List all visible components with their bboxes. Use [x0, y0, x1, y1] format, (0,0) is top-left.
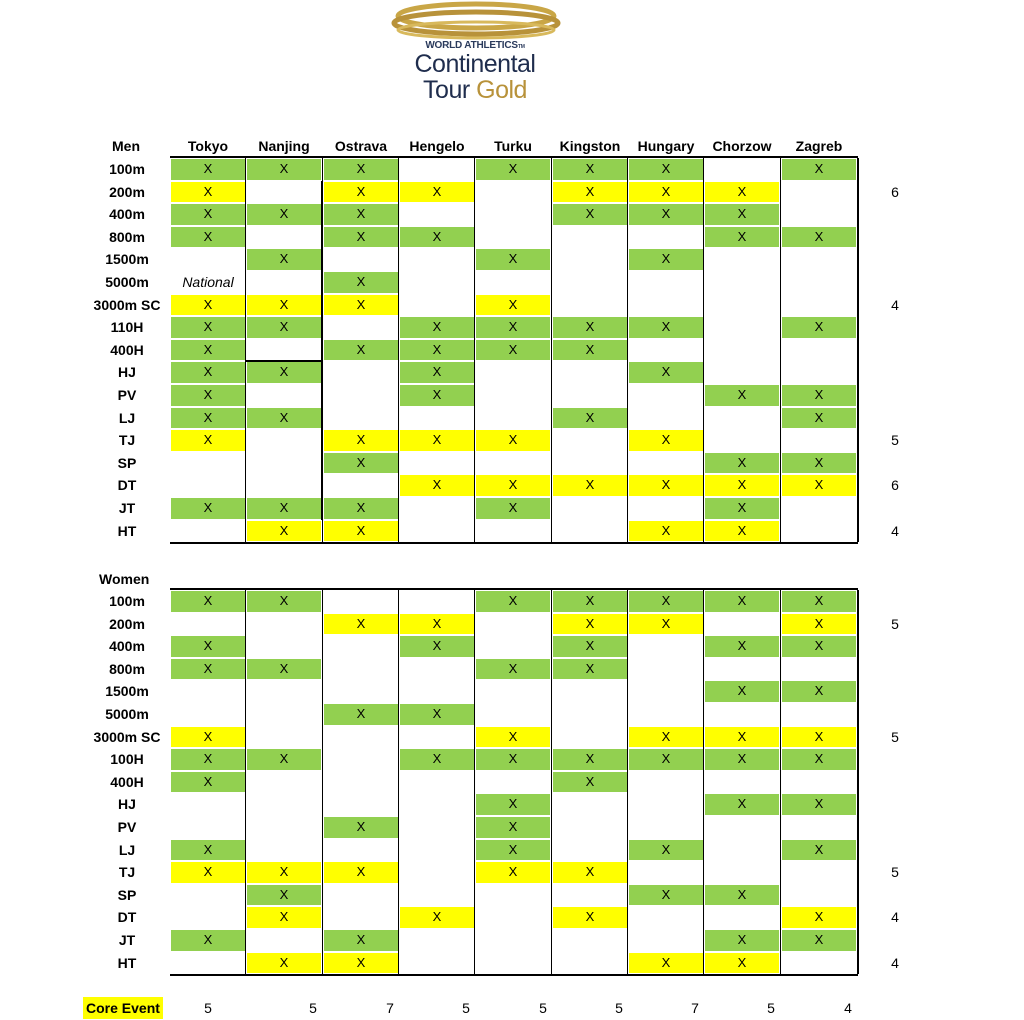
core-count: 5	[891, 615, 899, 632]
event-label: 400m	[109, 206, 145, 223]
column-divider	[780, 590, 781, 974]
event-cell: X	[782, 385, 856, 406]
event-cell: X	[629, 885, 703, 906]
event-cell: X	[171, 862, 245, 883]
logo-continental: Continental	[414, 50, 536, 78]
event-label: 200m	[109, 615, 145, 632]
event-label: TJ	[118, 432, 136, 449]
event-cell: X	[247, 249, 321, 270]
event-cell: X	[247, 749, 321, 770]
event-label: 400m	[109, 638, 145, 655]
event-cell: X	[171, 430, 245, 451]
table-top-border	[170, 588, 858, 590]
event-cell: X	[400, 614, 474, 635]
event-cell: X	[782, 317, 856, 338]
event-cell: X	[782, 907, 856, 928]
column-divider	[857, 158, 859, 542]
event-cell: X	[629, 521, 703, 542]
event-cell: X	[400, 430, 474, 451]
event-cell: X	[782, 749, 856, 770]
event-cell: X	[171, 295, 245, 316]
event-cell: X	[247, 885, 321, 906]
column-divider	[474, 590, 475, 974]
event-label: 800m	[109, 660, 145, 677]
event-cell: X	[171, 204, 245, 225]
event-cell: X	[629, 182, 703, 203]
column-header-turku: Turku	[494, 138, 532, 154]
event-label: HJ	[118, 796, 136, 813]
event-cell: X	[629, 840, 703, 861]
event-cell: X	[171, 636, 245, 657]
event-cell: X	[247, 862, 321, 883]
core-event-legend: Core Event	[83, 997, 163, 1019]
event-label: DT	[117, 477, 137, 494]
event-cell: X	[400, 362, 474, 383]
event-cell: X	[782, 794, 856, 815]
core-count-hungary: 7	[691, 1000, 699, 1016]
event-label: HT	[117, 522, 137, 539]
event-label: 110H	[110, 319, 144, 336]
event-cell: X	[324, 340, 398, 361]
event-label: LJ	[118, 409, 136, 426]
event-cell: X	[247, 521, 321, 542]
event-cell: X	[476, 317, 550, 338]
column-header-tokyo: Tokyo	[187, 138, 229, 154]
event-cell: X	[324, 182, 398, 203]
column-divider	[780, 158, 781, 542]
event-cell: X	[324, 453, 398, 474]
event-cell: X	[247, 953, 321, 974]
event-cell: X	[171, 159, 245, 180]
logo-tour-gold: Tour Gold	[423, 76, 527, 104]
event-cell: X	[629, 204, 703, 225]
event-cell: X	[782, 475, 856, 496]
event-cell: X	[782, 614, 856, 635]
event-cell: X	[171, 772, 245, 793]
event-cell: X	[247, 362, 321, 383]
event-label: PV	[117, 819, 137, 835]
event-cell: X	[553, 749, 627, 770]
event-label: SP	[117, 454, 137, 471]
event-label: 400H	[110, 341, 144, 358]
event-cell: X	[553, 204, 627, 225]
event-cell: X	[782, 681, 856, 702]
event-cell: X	[171, 749, 245, 770]
event-label: LJ	[118, 841, 136, 858]
event-cell: X	[324, 930, 398, 951]
men-section-label: Men	[112, 138, 140, 154]
event-cell: X	[171, 227, 245, 248]
event-label: HT	[117, 954, 137, 971]
core-count: 4	[891, 909, 899, 926]
event-cell: X	[400, 704, 474, 725]
event-cell: X	[247, 159, 321, 180]
event-cell: X	[782, 636, 856, 657]
event-cell: X	[629, 727, 703, 748]
event-cell: X	[324, 862, 398, 883]
event-label: DT	[117, 909, 137, 926]
core-count: 5	[891, 864, 899, 881]
event-label: 100m	[109, 593, 145, 609]
column-divider	[245, 590, 246, 974]
event-cell: X	[171, 340, 245, 361]
event-cell: X	[171, 498, 245, 519]
table-top-border	[170, 156, 858, 158]
event-cell: X	[782, 453, 856, 474]
event-cell: X	[553, 182, 627, 203]
core-count: 4	[891, 522, 899, 539]
event-cell: X	[553, 591, 627, 612]
event-label: 100m	[109, 161, 145, 177]
event-label: JT	[118, 500, 136, 516]
event-cell: X	[705, 681, 779, 702]
event-cell: X	[629, 749, 703, 770]
continental-tour-gold-logo	[380, 0, 570, 108]
nanjing-ostrava-divider	[321, 181, 323, 520]
column-divider	[703, 158, 704, 542]
event-cell: X	[324, 498, 398, 519]
event-cell: X	[553, 907, 627, 928]
event-cell: X	[324, 430, 398, 451]
event-cell: X	[171, 362, 245, 383]
event-cell: X	[705, 794, 779, 815]
event-cell: X	[324, 159, 398, 180]
column-divider	[245, 158, 246, 542]
event-cell: X	[705, 498, 779, 519]
national-note: National	[182, 274, 234, 290]
event-cell: X	[247, 907, 321, 928]
event-cell: X	[705, 749, 779, 770]
event-cell: X	[400, 317, 474, 338]
column-header-hengelo: Hengelo	[409, 138, 465, 154]
column-header-kingston: Kingston	[559, 138, 621, 154]
event-cell: X	[782, 727, 856, 748]
event-cell: X	[476, 794, 550, 815]
event-cell: X	[553, 772, 627, 793]
table-bottom-border	[170, 974, 858, 976]
core-count: 6	[891, 183, 899, 200]
core-count-ostrava: 7	[386, 1000, 394, 1016]
event-cell: X	[553, 408, 627, 429]
event-cell: X	[400, 749, 474, 770]
column-header-nanjing: Nanjing	[258, 138, 310, 154]
event-cell: X	[324, 272, 398, 293]
column-divider	[703, 590, 704, 974]
column-header-hungary: Hungary	[637, 138, 695, 154]
event-cell: X	[171, 591, 245, 612]
column-divider	[398, 158, 399, 542]
event-cell: X	[629, 159, 703, 180]
event-cell: X	[400, 907, 474, 928]
event-cell: X	[324, 953, 398, 974]
event-cell: X	[400, 636, 474, 657]
event-cell: X	[782, 840, 856, 861]
event-cell: X	[782, 591, 856, 612]
column-divider	[857, 590, 859, 974]
event-cell: X	[629, 430, 703, 451]
event-cell: X	[476, 159, 550, 180]
event-cell: X	[705, 727, 779, 748]
column-divider	[551, 590, 552, 974]
core-count-kingston: 5	[615, 1000, 623, 1016]
event-label: 3000m SC	[93, 728, 161, 745]
core-count-zagreb: 4	[844, 1000, 852, 1016]
event-cell: X	[705, 453, 779, 474]
core-count: 4	[891, 296, 899, 313]
event-cell: X	[400, 227, 474, 248]
event-cell: X	[247, 204, 321, 225]
event-cell: X	[782, 159, 856, 180]
event-label: 5000m	[105, 706, 149, 722]
event-cell: X	[553, 340, 627, 361]
event-cell: X	[247, 498, 321, 519]
core-count: 4	[891, 954, 899, 971]
core-count-turku: 5	[539, 1000, 547, 1016]
event-cell: X	[171, 727, 245, 748]
event-cell: X	[171, 930, 245, 951]
column-divider	[398, 590, 399, 974]
event-cell: X	[476, 659, 550, 680]
event-cell: X	[553, 614, 627, 635]
event-label: 1500m	[105, 683, 149, 700]
event-cell: X	[553, 862, 627, 883]
event-cell: X	[629, 475, 703, 496]
event-cell: X	[476, 249, 550, 270]
event-cell: X	[476, 498, 550, 519]
event-label: 400H	[110, 773, 144, 790]
event-cell: X	[553, 636, 627, 657]
column-divider	[322, 590, 323, 974]
event-cell: X	[476, 475, 550, 496]
core-count: 5	[891, 728, 899, 745]
event-cell: X	[476, 840, 550, 861]
event-label: PV	[117, 387, 137, 403]
logo-world-athletics: WORLD ATHLETICSTM	[425, 40, 525, 51]
event-cell: X	[247, 317, 321, 338]
event-cell: X	[705, 227, 779, 248]
event-cell: X	[171, 317, 245, 338]
event-cell: X	[629, 614, 703, 635]
event-cell: X	[705, 930, 779, 951]
event-cell: X	[705, 591, 779, 612]
event-cell: X	[705, 182, 779, 203]
event-cell: X	[782, 930, 856, 951]
nanjing-400h-underline	[246, 360, 323, 362]
event-cell: X	[324, 295, 398, 316]
event-cell: X	[247, 591, 321, 612]
core-count: 6	[891, 477, 899, 494]
event-label: HJ	[118, 364, 136, 381]
table-bottom-border	[170, 542, 858, 544]
event-cell: X	[171, 408, 245, 429]
core-count-chorzow: 5	[767, 1000, 775, 1016]
column-divider	[474, 158, 475, 542]
event-cell: X	[476, 340, 550, 361]
column-header-ostrava: Ostrava	[334, 138, 388, 154]
column-header-zagreb: Zagreb	[795, 138, 843, 154]
event-cell: X	[705, 475, 779, 496]
event-cell: X	[476, 727, 550, 748]
event-cell: X	[705, 885, 779, 906]
event-cell: X	[476, 749, 550, 770]
event-cell: X	[476, 430, 550, 451]
event-cell: X	[629, 362, 703, 383]
event-cell: X	[629, 249, 703, 270]
event-cell: X	[553, 317, 627, 338]
core-count-hengelo: 5	[462, 1000, 470, 1016]
event-cell: X	[171, 840, 245, 861]
event-cell: X	[782, 227, 856, 248]
event-cell: X	[171, 385, 245, 406]
event-cell: X	[247, 408, 321, 429]
event-cell: X	[476, 817, 550, 838]
event-cell: X	[782, 408, 856, 429]
column-divider	[627, 590, 628, 974]
women-section-label: Women	[99, 571, 150, 587]
event-cell: X	[324, 614, 398, 635]
event-cell: X	[400, 475, 474, 496]
event-label: 100H	[110, 751, 144, 768]
event-cell: X	[324, 704, 398, 725]
column-divider	[627, 158, 628, 542]
event-cell: X	[400, 340, 474, 361]
event-label: 800m	[109, 228, 145, 245]
event-cell: X	[171, 182, 245, 203]
event-cell: X	[553, 159, 627, 180]
event-cell: X	[324, 227, 398, 248]
event-label: TJ	[118, 864, 136, 881]
event-cell: X	[705, 521, 779, 542]
event-cell: X	[629, 591, 703, 612]
event-label: 3000m SC	[93, 296, 161, 313]
event-cell: X	[553, 659, 627, 680]
event-cell: X	[476, 862, 550, 883]
event-cell: X	[476, 591, 550, 612]
event-cell: X	[171, 659, 245, 680]
event-cell: X	[629, 953, 703, 974]
core-count-tokyo: 5	[204, 1000, 212, 1016]
event-cell: X	[553, 475, 627, 496]
event-cell: X	[247, 659, 321, 680]
core-count: 5	[891, 432, 899, 449]
event-cell: X	[476, 295, 550, 316]
event-cell: X	[629, 317, 703, 338]
event-label: JT	[118, 932, 136, 948]
column-divider	[551, 158, 552, 542]
event-cell: X	[324, 521, 398, 542]
column-header-chorzow: Chorzow	[712, 138, 772, 154]
event-label: 1500m	[105, 251, 149, 268]
event-label: SP	[117, 886, 137, 903]
event-cell: X	[705, 204, 779, 225]
event-cell: X	[324, 204, 398, 225]
event-label: 200m	[109, 183, 145, 200]
event-cell: X	[400, 385, 474, 406]
event-cell: X	[400, 182, 474, 203]
event-cell: X	[705, 385, 779, 406]
event-cell: X	[705, 953, 779, 974]
event-cell: X	[705, 636, 779, 657]
core-count-nanjing: 5	[309, 1000, 317, 1016]
event-label: 5000m	[105, 274, 149, 290]
event-cell: X	[324, 817, 398, 838]
event-cell: X	[247, 295, 321, 316]
